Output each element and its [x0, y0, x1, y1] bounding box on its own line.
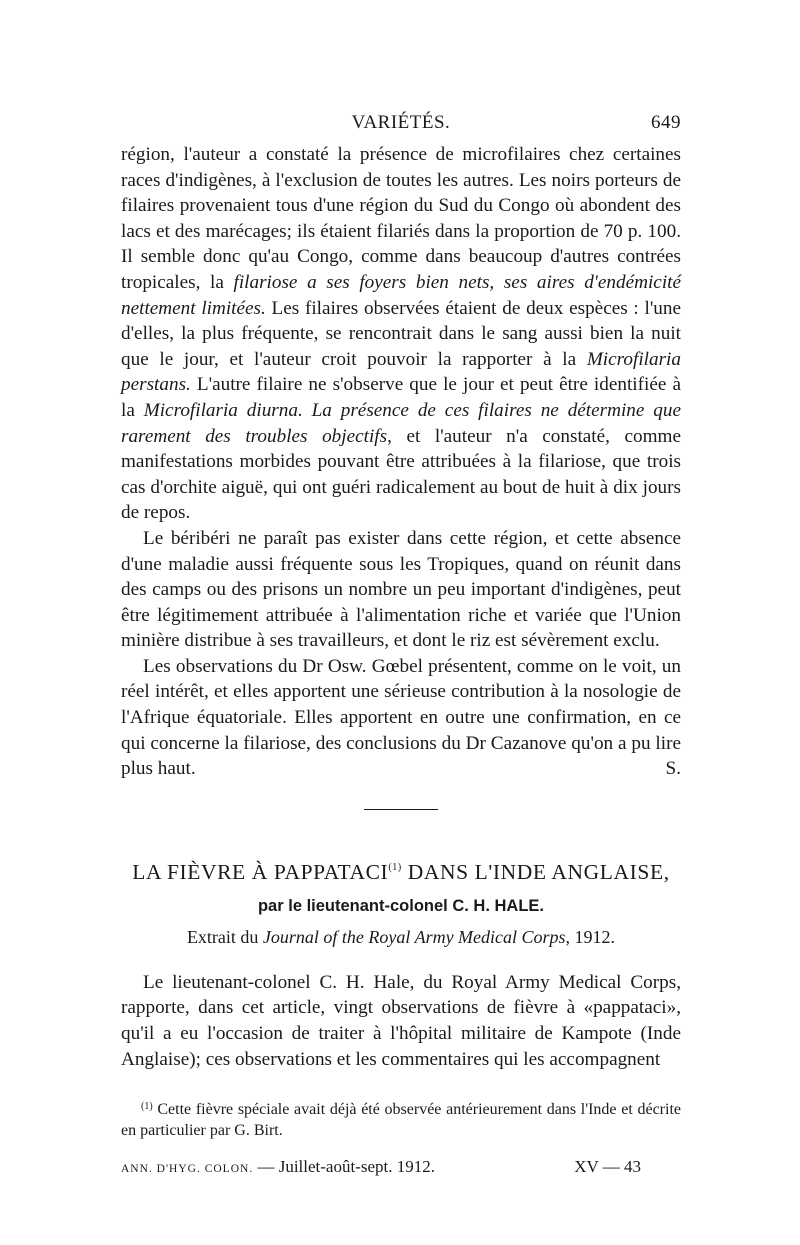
article-title	[121, 860, 681, 885]
article-source	[121, 927, 681, 948]
footnote	[121, 1096, 681, 1141]
source-prefix: Extrait du	[186, 926, 263, 947]
footer-date: — Juillet-août-sept. 1912.	[253, 1157, 435, 1177]
running-head	[121, 112, 681, 142]
text-segment-italic: filariose a ses foyers bien nets, ses aires d'endémicité nettement limitées.	[121, 271, 681, 319]
text-segment: Le béribéri ne paraît pas exister dans cette région, et cette absence d'une maladie aussi fréquente sous les Tropiques, quand on réunit dans des camps ou des prisons un nombre un peu important d'indigènes, peut être légitimement attribuée à l'alimentation riche et variée que l'Union minière distribue à ses travailleurs, et dont le riz est sévèrement exclu.	[121, 527, 681, 652]
page-footer	[121, 1157, 681, 1183]
paragraph-2	[121, 526, 681, 654]
article-title-rest: DANS L'INDE ANGLAISE,	[401, 859, 670, 884]
footer-journal: ANN. D'HYG. COLON.	[121, 1163, 254, 1176]
text-segment: , et l'auteur n'a constaté, comme manifestations morbides pouvant être attribuées à la filariose, que trois cas d'orchite aiguë, qui ont guéri radicalement au bout de huit à dix jours de repos.	[121, 425, 681, 524]
article-body	[121, 970, 681, 1072]
paragraph-3	[121, 654, 681, 782]
section-signature: S.	[665, 758, 681, 780]
section-varietes-text	[121, 142, 681, 782]
text-segment: région, l'auteur a constaté la présence de microfilaires chez certaines races d'indigènes, à l'exclusion de toutes les autres. Les noirs porteurs de filaires provenaient tous d'une région du Sud du Congo où abondent des lacs et des marécages; ils étaient filariés dans la proportion de 70 p. 100. Il semble donc qu'au Congo, comme dans beaucoup d'autres contrées tropicales, la	[121, 144, 681, 293]
text-segment: Les filaires observées étaient de deux espèces : l'une d'elles, la plus fréquente, se rencontrait dans le sang aussi bien la nuit que le jour, et l'auteur croit pouvoir la rapporter à la	[121, 297, 681, 370]
source-journal: Journal of the Royal Army Medical Corps	[262, 926, 566, 947]
text-segment: L'autre filaire ne s'observe que le jour et peut être identifiée à la	[121, 374, 681, 421]
text-segment-italic: Microfilaria diurna. La présence de ces filaires ne détermine que rarement des troubles objectifs	[121, 399, 681, 447]
footer-signature-mark: XV — 43	[574, 1157, 641, 1177]
section-divider	[364, 809, 438, 810]
source-suffix: , 1912.	[565, 926, 616, 947]
text-segment: Les observations du Dr Osw. Gœbel présentent, comme on le voit, un réel intérêt, et elles apportent une sérieuse contribution à la nosologie de l'Afrique équatoriale. Elles apportent en outre une confirmation, en ce qui concerne la filariose, des conclusions du Dr Cazanove qu'on a pu lire plus haut.	[121, 655, 681, 780]
document-page	[121, 112, 681, 1183]
footnote-mark: (1)	[141, 1101, 153, 1113]
article-author: par le lieutenant-colonel C. H. HALE.	[257, 896, 545, 915]
article-paragraph-1: Le lieutenant-colonel C. H. Hale, du Royal Army Medical Corps, rapporte, dans cet article, vingt observations de fièvre à «pappataci», qu'il a eu l'occasion de traiter à l'hôpital militaire de Kampote (Inde Anglaise); ces observations et les commentaires qui les accompagnent	[121, 971, 681, 1070]
running-head-title: VARIÉTÉS.	[351, 112, 451, 133]
footnote-text: Cette fièvre spéciale avait déjà été observée antérieurement dans l'Inde et décrite en particulier par G. Birt.	[121, 1101, 681, 1140]
footnote-reference[interactable]: (1)	[388, 861, 402, 873]
text-segment-italic: Microfilaria perstans.	[121, 348, 681, 396]
footer-citation	[121, 1157, 435, 1177]
article-title-text: LA FIÈVRE À PAPPATACI	[132, 859, 389, 884]
paragraph-1	[121, 142, 681, 526]
page-number: 649	[651, 112, 681, 133]
